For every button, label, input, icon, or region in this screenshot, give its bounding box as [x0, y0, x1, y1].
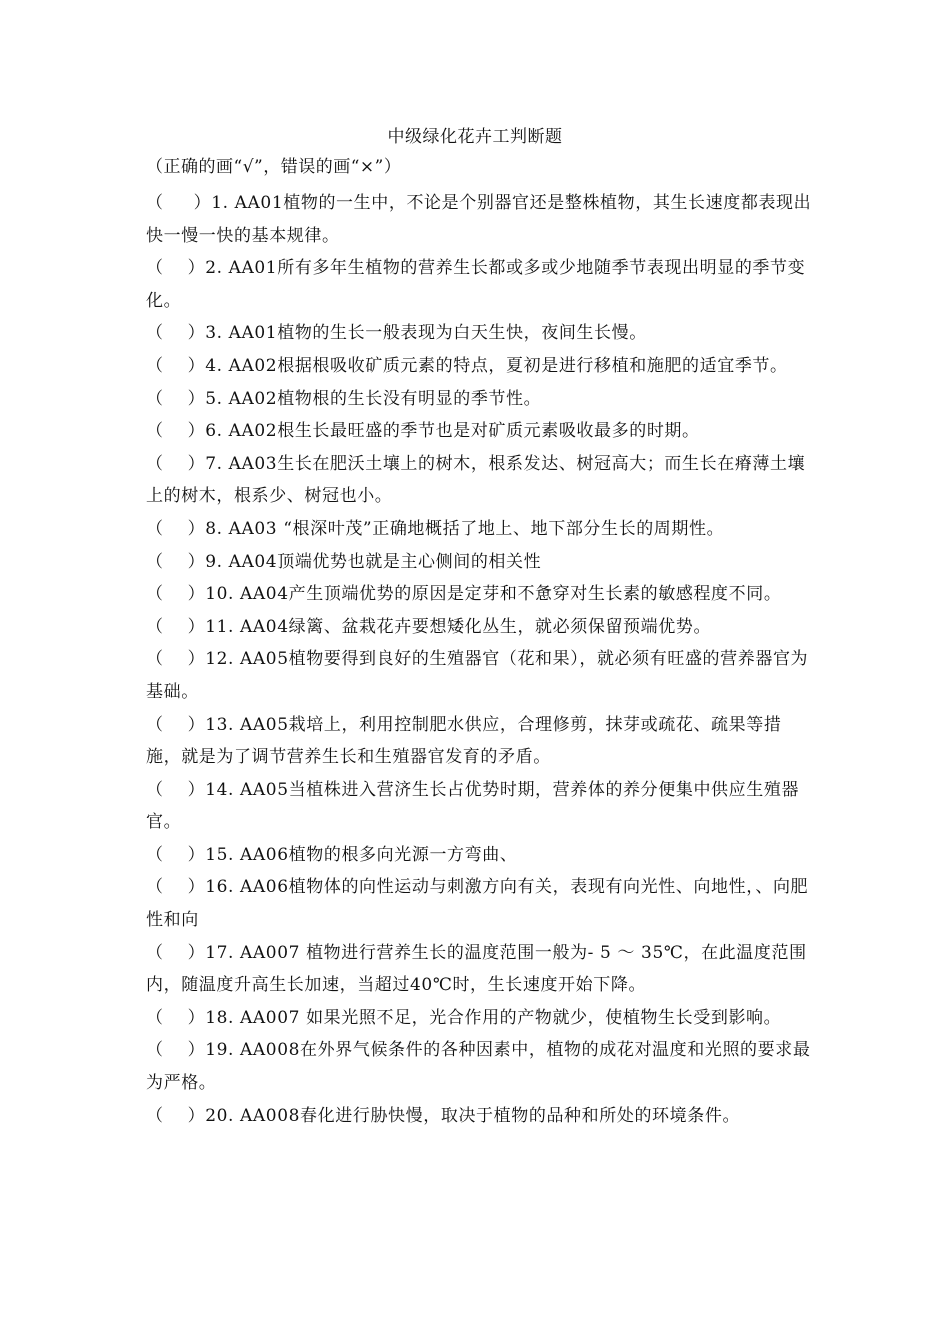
answer-blank: （ ） [146, 616, 206, 637]
answer-blank: （ ） [146, 518, 206, 539]
question-text: 19. AA008在外界气候条件的各种因素中，植物的成花对温度和光照的要求最为严格。 [146, 1040, 811, 1094]
question-text: 6. AA02根生长最旺盛的季节也是对矿质元素吸收最多的时期。 [205, 421, 700, 442]
question-item [146, 937, 816, 1002]
question-text: 3. AA01植物的生长一般表现为白天生快，夜间生长慢。 [205, 323, 647, 344]
question-text: 20. AA008春化进行胁快慢，取决于植物的品种和所处的环境条件。 [205, 1105, 741, 1126]
question-item [146, 578, 816, 611]
question-text: 12. AA05植物要得到良好的生殖器官（花和果），就必须有旺盛的营养器官为基础。 [146, 649, 809, 702]
question-text: 15. AA06植物的根多向光源一方弯曲、 [205, 844, 518, 865]
question-item [146, 448, 816, 513]
question-item [146, 1034, 816, 1099]
answer-blank: （ ） [146, 453, 206, 474]
question-item [146, 350, 816, 383]
question-text: 16. AA06植物体的向性运动与刺激方向有关，表现有向光性、向地性，、向肥性和向 [146, 877, 809, 931]
question-text: 18. AA007 如果光照不足，光合作用的产物就少，使植物生长受到影响。 [205, 1007, 782, 1028]
answer-blank: （ ） [146, 1040, 206, 1061]
answer-blank: （ ） [146, 779, 206, 800]
question-text: 10. AA04产生顶端优势的原因是定芽和不惫穿对生长素的敏感程度不同。 [205, 584, 782, 605]
question-text: 4. AA02根据根吸收矿质元素的特点，夏初是进行移植和施肥的适宜季节。 [205, 355, 788, 376]
answer-blank: （ ） [146, 355, 206, 376]
question-item [146, 709, 816, 774]
question-text: 11. AA04绿篱、盆栽花卉要想矮化丛生，就必须保留预端优势。 [205, 616, 712, 637]
question-text: 8. AA03 “根深叶茂”正确地概括了地上、地下部分生长的周期性。 [205, 518, 725, 539]
answer-blank: （ ） [146, 1007, 206, 1028]
question-text: 2. AA01所有多年生植物的营养生长都或多或少地随季节表现出明显的季节变化。 [146, 258, 806, 311]
answer-blank: （ ） [146, 388, 206, 409]
question-item [146, 513, 816, 546]
question-item [146, 774, 816, 839]
question-item [146, 383, 816, 416]
question-item [146, 643, 816, 708]
answer-blank: （ ） [146, 421, 206, 442]
question-item [146, 252, 816, 317]
question-text: 7. AA03生长在肥沃土壤上的树木，根系发达、树冠高大；而生长在瘠薄土壤上的树木，根系少、树冠也小。 [146, 453, 806, 507]
question-text: 17. AA007 植物进行营养生长的温度范围一般为- 5 ～ 35℃，在此温度范围内，随温度升高生长加速，当超过40℃时，生长速度开始下降。 [146, 942, 807, 996]
answer-blank: （ ） [146, 323, 206, 344]
question-item [146, 1002, 816, 1035]
question-list [146, 187, 816, 1132]
answer-blank: （ ） [146, 844, 206, 865]
answer-blank: （ ） [146, 258, 206, 279]
answer-blank: （ ） [146, 714, 206, 735]
answer-blank: （ ） [146, 649, 206, 670]
question-item [146, 611, 816, 644]
question-item [146, 187, 816, 252]
question-text: 13. AA05栽培上，利用控制肥水供应，合理修剪，抹芽或疏花、疏果等措施，就是为了调节营养生长和生殖器官发育的矛盾。 [146, 714, 782, 768]
answer-blank: （ ） [146, 942, 206, 963]
answer-blank: （ ） [146, 584, 206, 605]
answer-blank: （ ） [146, 877, 206, 898]
answer-blank: （ ） [146, 1105, 206, 1126]
question-text: 1. AA01植物的一生中，不论是个别器官还是整株植物，其生长速度都表现出快一慢一快的基本规律。 [146, 193, 812, 246]
question-item [146, 871, 816, 936]
question-item [146, 317, 816, 350]
answer-blank: （ ） [146, 551, 206, 572]
question-text: 14. AA05当植株进入营济生长占优势时期，营养体的养分便集中供应生殖器官。 [146, 779, 800, 833]
question-text: 5. AA02植物根的生长没有明显的季节性。 [205, 388, 542, 409]
question-text: 9. AA04顶端优势也就是主心侧间的相关性 [205, 551, 542, 572]
instruction-text: （正确的画“√”，错误的画“×”） [146, 157, 402, 177]
question-item [146, 839, 816, 872]
page-title: 中级绿化花卉工判断题 [387, 127, 563, 147]
question-item [146, 546, 816, 579]
question-item [146, 1100, 816, 1133]
question-item [146, 415, 816, 448]
answer-blank: （ ） [146, 193, 212, 213]
